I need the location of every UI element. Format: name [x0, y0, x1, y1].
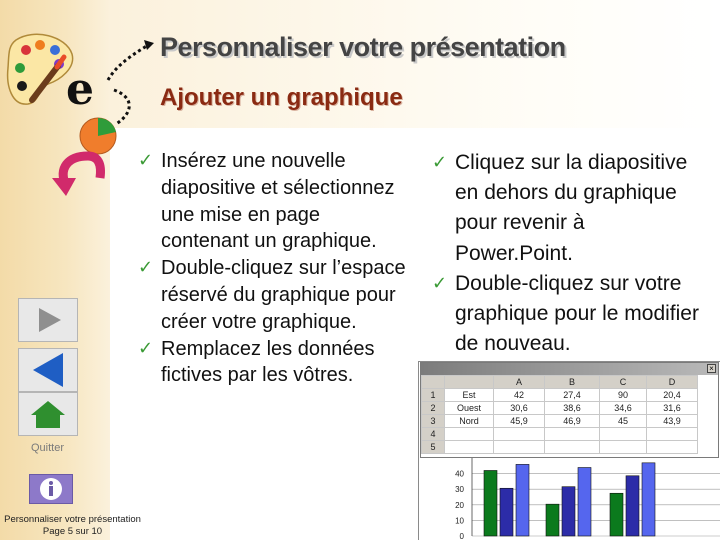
triangle-left-icon	[19, 349, 77, 391]
table-cell[interactable]: 20,4	[647, 389, 698, 402]
table-cell[interactable]: 31,6	[647, 402, 698, 415]
table-cell[interactable]	[600, 441, 647, 454]
table-cell[interactable]	[600, 428, 647, 441]
home-button[interactable]	[18, 392, 78, 436]
instruction-text: Insérez une nouvelle diapositive et sélectionnez une mise en page contenant un graphique.	[161, 150, 395, 253]
y-tick-label: 40	[455, 469, 464, 479]
info-button[interactable]	[29, 474, 73, 504]
table-cell[interactable]: 43,9	[647, 415, 698, 428]
previous-slide-button[interactable]	[18, 348, 78, 392]
table-cell[interactable]: 45,9	[494, 415, 545, 428]
list-item	[138, 255, 408, 335]
table-row	[422, 402, 698, 415]
next-slide-button[interactable]	[18, 298, 78, 342]
checkmark-icon: ✓	[138, 337, 154, 359]
table-row	[422, 428, 698, 441]
checkmark-icon: ✓	[432, 272, 448, 294]
page-title: Personnaliser votre présentation	[160, 32, 566, 62]
table-cell[interactable]: 38,6	[545, 402, 600, 415]
table-cell[interactable]	[647, 428, 698, 441]
table-cell[interactable]	[545, 441, 600, 454]
page-number: Page 5 sur 10	[42, 526, 103, 537]
list-item	[432, 269, 707, 360]
table-cell[interactable]: Nord	[445, 415, 494, 428]
y-tick-label: 30	[455, 485, 464, 495]
y-tick-label: 20	[455, 500, 464, 510]
chart-bar[interactable]	[610, 493, 623, 536]
corner-cell	[422, 376, 445, 389]
table-row	[422, 441, 698, 454]
instruction-text: Remplacez les données fictives par les vôtres.	[161, 337, 375, 387]
list-item	[432, 148, 707, 269]
row-number[interactable]: 4	[422, 428, 445, 441]
checkmark-icon: ✓	[432, 152, 448, 173]
row-number[interactable]: 3	[422, 415, 445, 428]
table-cell[interactable]: 34,6	[600, 402, 647, 415]
table-cell[interactable]: 42	[494, 389, 545, 402]
list-item	[138, 336, 408, 390]
table-cell[interactable]	[445, 441, 494, 454]
table-cell[interactable]	[494, 441, 545, 454]
instructions-right	[432, 148, 707, 359]
chart-bar[interactable]	[546, 504, 559, 536]
row-label-column	[445, 376, 494, 389]
chart-bar[interactable]	[578, 468, 591, 536]
table-cell[interactable]	[445, 428, 494, 441]
home-icon	[19, 393, 77, 435]
checkmark-icon: ✓	[138, 150, 154, 171]
table-cell[interactable]: Est	[445, 389, 494, 402]
presentation-logo-icon	[4, 28, 154, 198]
instruction-text: Cliquez sur la diapositive en dehors du graphique pour revenir à Power.Point.	[455, 151, 688, 265]
close-icon[interactable]: ×	[707, 364, 716, 373]
table-cell[interactable]	[494, 428, 545, 441]
datasheet-grid[interactable]	[421, 375, 698, 454]
table-cell[interactable]: 45	[600, 415, 647, 428]
table-cell[interactable]	[647, 441, 698, 454]
chart-bar[interactable]	[484, 470, 497, 536]
instruction-text: Double-cliquez sur l’espace réservé du graphique pour créer votre graphique.	[161, 257, 406, 333]
table-cell[interactable]	[545, 428, 600, 441]
y-tick-label: 10	[455, 516, 464, 526]
table-row	[422, 389, 698, 402]
table-cell[interactable]: 27,4	[545, 389, 600, 402]
list-item	[138, 148, 408, 255]
row-number[interactable]: 2	[422, 402, 445, 415]
row-number[interactable]: 5	[422, 441, 445, 454]
checkmark-icon: ✓	[138, 257, 154, 279]
bar-chart[interactable]	[420, 458, 720, 540]
page-subtitle: Ajouter un graphique	[160, 84, 403, 111]
chart-bar[interactable]	[642, 463, 655, 536]
datasheet-window[interactable]	[420, 362, 719, 458]
play-right-icon	[19, 299, 77, 341]
info-icon	[30, 475, 72, 503]
table-cell[interactable]: 30,6	[494, 402, 545, 415]
quit-link[interactable]: Quitter	[31, 442, 65, 454]
chart-bar[interactable]	[516, 464, 529, 536]
chart-bar[interactable]	[500, 488, 513, 536]
table-cell[interactable]: 90	[600, 389, 647, 402]
table-row	[422, 415, 698, 428]
column-header[interactable]: D	[647, 376, 698, 389]
table-cell[interactable]: Ouest	[445, 402, 494, 415]
footer-title: Personnaliser votre présentation	[4, 514, 141, 525]
column-header[interactable]: A	[494, 376, 545, 389]
footer	[0, 514, 145, 538]
chart-bar[interactable]	[626, 476, 639, 536]
column-header[interactable]: B	[545, 376, 600, 389]
column-header[interactable]: C	[600, 376, 647, 389]
datasheet-titlebar[interactable]	[421, 363, 718, 375]
row-number[interactable]: 1	[422, 389, 445, 402]
instruction-text: Double-cliquez sur votre graphique pour le modifier de nouveau.	[455, 271, 699, 356]
table-cell[interactable]: 46,9	[545, 415, 600, 428]
y-tick-label: 0	[459, 532, 464, 540]
chart-bar[interactable]	[562, 487, 575, 536]
svg-text:e: e	[66, 64, 94, 115]
instructions-left	[138, 148, 408, 389]
